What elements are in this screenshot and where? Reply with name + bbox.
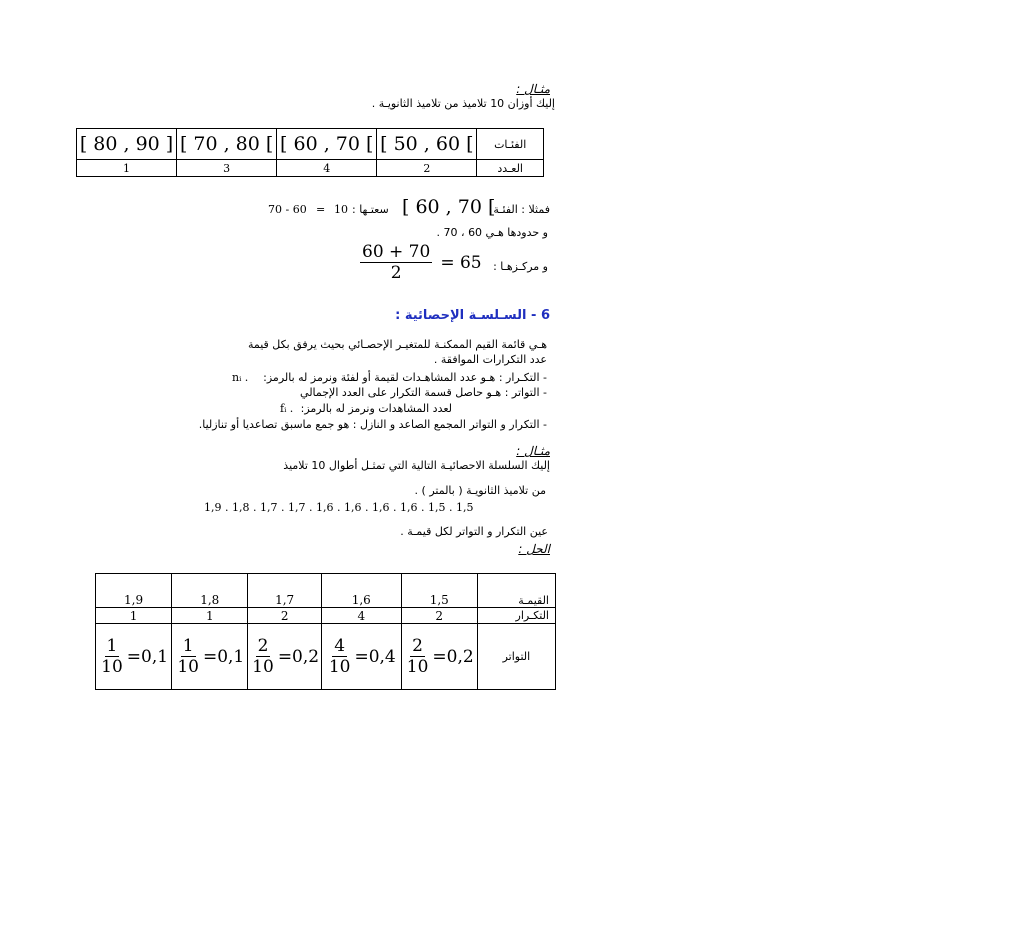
value-cell: 1,9 bbox=[96, 574, 172, 608]
center-numerator: 60 + 70 bbox=[362, 242, 431, 262]
count-row bbox=[77, 160, 544, 177]
freq-cell: 1 bbox=[172, 608, 248, 624]
relative-num: 2 bbox=[412, 636, 423, 656]
center-label: و مركـزهـا : bbox=[493, 260, 548, 273]
relative-num: 2 bbox=[257, 636, 269, 656]
relative-fraction bbox=[99, 636, 168, 677]
center-result: = 65 bbox=[440, 252, 482, 273]
value-cell: 1,5 bbox=[401, 574, 477, 608]
freq-label: التكـرار bbox=[477, 608, 555, 624]
width-eq: = bbox=[316, 203, 326, 216]
class-example-label: فمثلا : الفئـة bbox=[493, 203, 550, 216]
section-title: 6 - السـلسـة الإحصائية : bbox=[395, 308, 550, 323]
relative-result: =0,2 bbox=[432, 646, 474, 667]
width-expr: 70 - 60 bbox=[268, 203, 307, 216]
relative-result: =0,2 bbox=[277, 646, 320, 667]
freq-cell: 2 bbox=[401, 608, 477, 624]
count-cell: 2 bbox=[377, 160, 477, 177]
relative-row bbox=[96, 624, 556, 690]
count-cell: 1 bbox=[77, 160, 177, 177]
definition-line-1: هـي قائمة القيم الممكنـة للمتغيـر الإحصـائي بحيث يرفق بكل قيمة bbox=[247, 338, 547, 351]
n-symbol: nᵢ . bbox=[232, 371, 249, 384]
solution-heading: الحل : bbox=[518, 542, 550, 556]
relative-den: 10 bbox=[406, 657, 429, 677]
relative-cell bbox=[172, 624, 248, 690]
class-cell: [ 80 , 90 ] bbox=[77, 129, 177, 160]
example-intro: إليك أوزان 10 تلاميذ من تلاميذ الثانويـة . bbox=[371, 97, 555, 110]
freq-cell: 4 bbox=[321, 608, 401, 624]
relative-fraction bbox=[175, 636, 244, 677]
relative-result: =0,4 bbox=[354, 646, 396, 667]
f-symbol: fᵢ . bbox=[280, 402, 294, 415]
value-row bbox=[96, 574, 556, 608]
freq-cell: 2 bbox=[248, 608, 322, 624]
relative-cell bbox=[96, 624, 172, 690]
relative-den: 10 bbox=[328, 657, 351, 677]
classes-label: الفئـات bbox=[477, 129, 544, 160]
value-cell: 1,6 bbox=[321, 574, 401, 608]
value-label: القيمـة bbox=[477, 574, 555, 608]
definition-line-4: - التواتر : هـو حاصل قسمة التكرار على العدد الإجمالي bbox=[300, 386, 547, 399]
class-cell: [ 70 , 80 [ bbox=[177, 129, 277, 160]
count-label: العـدد bbox=[477, 160, 544, 177]
value-cell: 1,7 bbox=[248, 574, 322, 608]
definition-line-5: لعدد المشاهدات ونرمز له بالرمز: bbox=[300, 402, 452, 415]
bounds-text: و حدودها هـي 60 ، 70 . bbox=[436, 226, 548, 239]
classes-row bbox=[77, 129, 544, 160]
relative-fraction bbox=[250, 636, 319, 677]
relative-num: 1 bbox=[106, 636, 118, 656]
class-example-interval: [ 60 , 70 [ bbox=[402, 196, 496, 218]
definition-line-3: - التكـرار : هـو عدد المشاهـدات لقيمة أو لفئة ونرمز له بالرمز: bbox=[263, 371, 547, 384]
relative-cell bbox=[321, 624, 401, 690]
frequency-table bbox=[95, 573, 556, 690]
weights-table bbox=[76, 128, 544, 177]
freq-row bbox=[96, 608, 556, 624]
value-cell: 1,8 bbox=[172, 574, 248, 608]
example2-values: 1,5 . 1,5 . 1,6 . 1,6 . 1,6 . 1,6 . 1,7 . 1,7 . 1,8 . 1,9 bbox=[204, 501, 474, 514]
definition-line-2: عدد التكرارات الموافقة . bbox=[433, 353, 547, 366]
example2-task: عين التكرار و التواتر لكل قيمـة . bbox=[400, 525, 548, 538]
relative-result: =0,1 bbox=[202, 646, 245, 667]
class-cell: [ 50 , 60 [ bbox=[377, 129, 477, 160]
relative-num: 1 bbox=[182, 636, 194, 656]
definition-line-6: - التكرار و التواتر المجمع الصاعد و النازل : هو جمع ماسبق تصاعديا أو تنازليا. bbox=[198, 418, 547, 431]
example2-line-1: إليك السلسلة الاحصائيـة التالية التي تمثـل أطوال 10 تلاميذ bbox=[283, 459, 550, 472]
relative-den: 10 bbox=[101, 657, 123, 677]
relative-cell bbox=[248, 624, 322, 690]
relative-fraction bbox=[327, 636, 396, 677]
relative-den: 10 bbox=[252, 657, 274, 677]
count-cell: 3 bbox=[177, 160, 277, 177]
width-value: 10 bbox=[334, 203, 348, 216]
relative-den: 10 bbox=[177, 657, 199, 677]
width-label: : سعتـها bbox=[352, 203, 389, 216]
relative-cell bbox=[401, 624, 477, 690]
class-cell: [ 60 , 70 [ bbox=[277, 129, 377, 160]
relative-num: 4 bbox=[334, 636, 346, 656]
relative-result: =0,1 bbox=[126, 646, 169, 667]
center-fraction bbox=[360, 242, 482, 283]
center-denominator: 2 bbox=[390, 263, 402, 283]
example2-heading: مثـال : bbox=[516, 444, 550, 458]
relative-fraction bbox=[405, 636, 474, 677]
freq-cell: 1 bbox=[96, 608, 172, 624]
count-cell: 4 bbox=[277, 160, 377, 177]
relative-label: التواتر bbox=[477, 624, 555, 690]
example-heading: مثـال : bbox=[516, 82, 550, 96]
example2-line-2: من تلاميذ الثانويـة ( بالمتر ) . bbox=[414, 484, 546, 497]
